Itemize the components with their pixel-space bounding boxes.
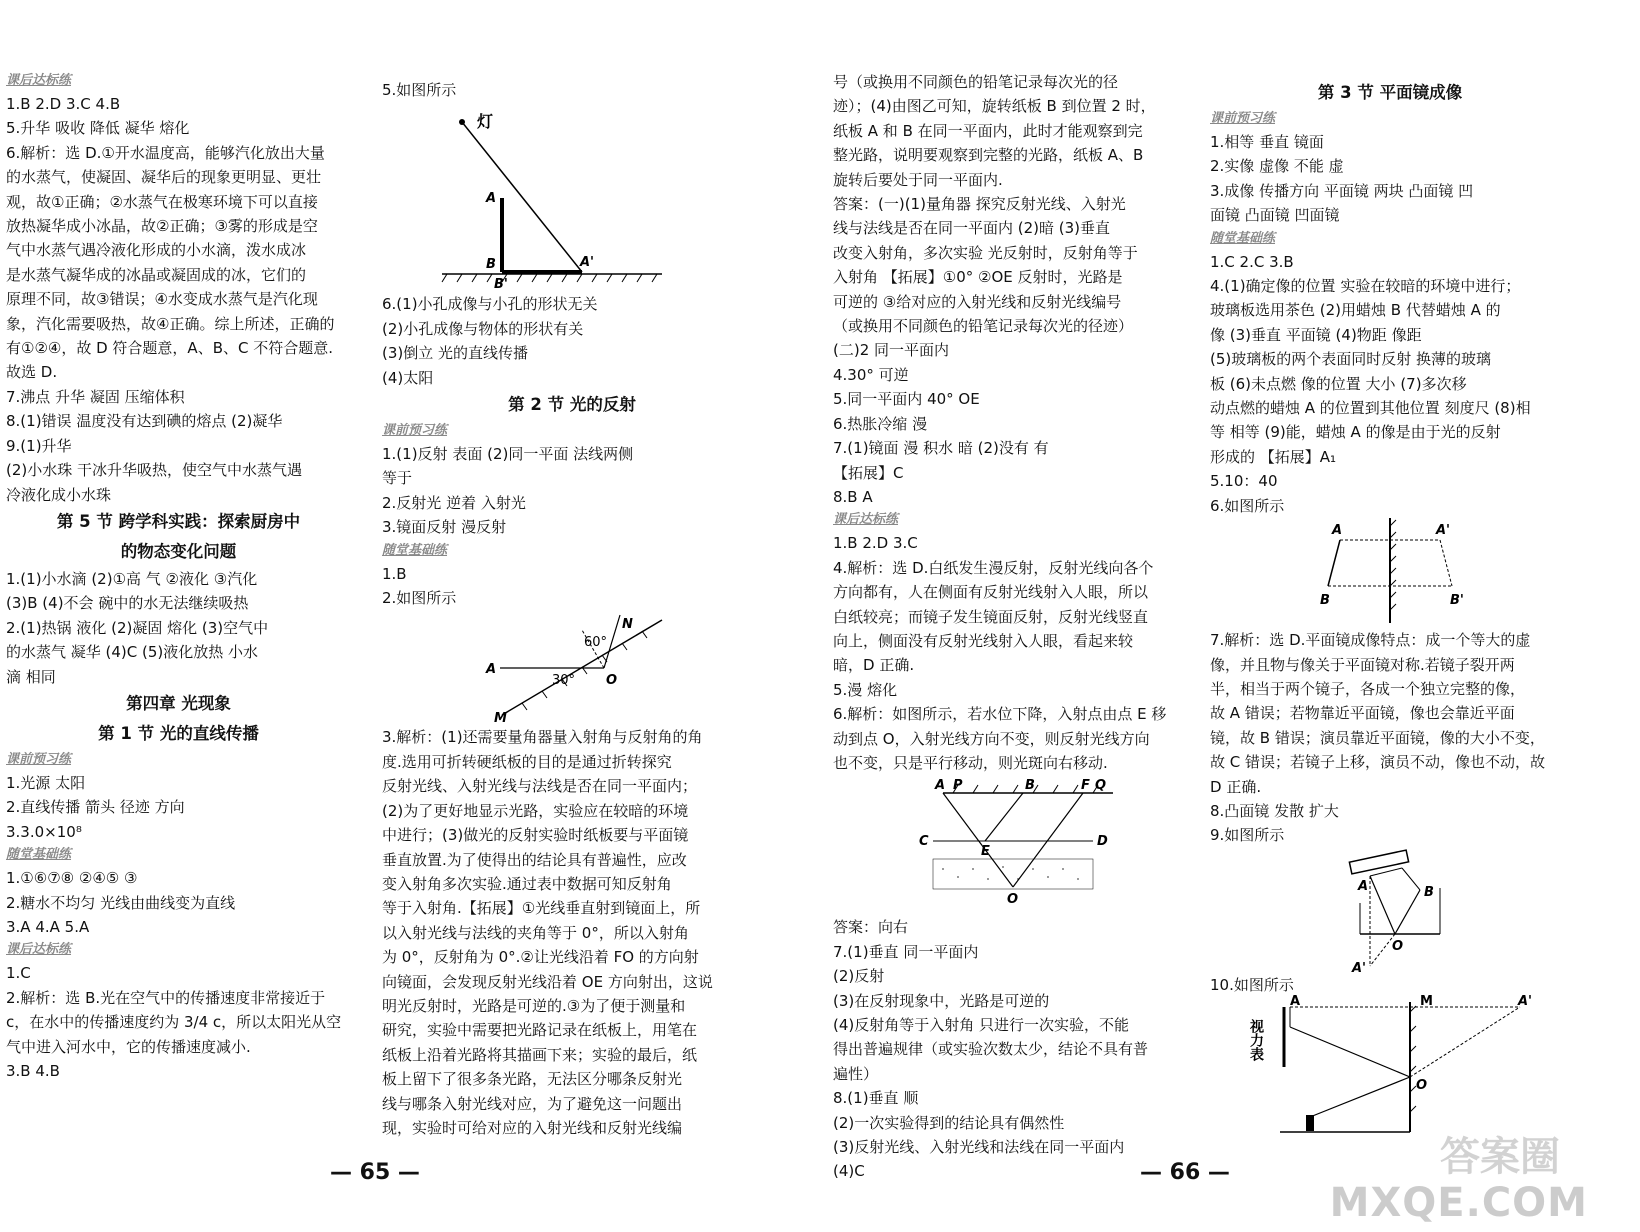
answer-line: 9.(1)升华	[6, 436, 72, 455]
answer-line: 的水蒸气 凝华 (4)C (5)液化放热 小水	[6, 643, 259, 662]
svg-text:A: A	[486, 662, 497, 678]
answer-line: 中进行；(3)做光的反射实验时纸板要与平面镜	[382, 826, 689, 845]
answer-line: (3)在反射现象中，光路是可逆的	[833, 991, 1050, 1010]
answer-line: 2.反射光 逆着 入射光	[382, 493, 526, 512]
answer-line: 2.(1)热锅 液化 (2)凝固 熔化 (3)空气中	[6, 618, 269, 637]
answer-line: 形成的 【拓展】A₁	[1210, 447, 1337, 466]
exercise-label: 随堂基础练	[6, 847, 72, 863]
answer-line: (4)太阳	[382, 368, 434, 387]
answer-line: 6.热胀冷缩 漫	[833, 414, 928, 433]
answer-line: (2)小水珠 干冰升华吸热，使空气中水蒸气遇	[6, 461, 303, 480]
svg-text:30°: 30°	[552, 673, 576, 689]
answer-line: 故选 D.	[6, 363, 58, 382]
answer-line: 8.(1)错误 温度没有达到碘的熔点 (2)凝华	[6, 412, 283, 431]
answer-line: 玻璃板选用茶色 (2)用蜡烛 B 代替蜡烛 A 的	[1210, 301, 1501, 320]
answer-line: 6.解析：选 D.①开水温度高，能够汽化放出大量	[6, 143, 325, 162]
answer-line: 气中水蒸气遇冷液化形成的小水滴，泼水成冰	[6, 241, 307, 260]
answer-line: 线与哪条入射光线对应，为了避免这一问题出	[382, 1094, 683, 1113]
label-lamp: 灯	[477, 112, 494, 132]
answer-line: 入射角 【拓展】①0° ②OE 反射时，光路是	[833, 268, 1123, 287]
answer-line: 以入射光线与法线的夹角等于 0°，所以入射角	[382, 923, 689, 942]
answer-line: (2)反射	[833, 967, 885, 986]
answer-line: (3)B (4)不会 碗中的水无法继续吸热	[6, 594, 249, 613]
answer-line: 1.B 2.D 3.C 4.B	[6, 95, 121, 113]
answer-line: (5)玻璃板的两个表面同时反射 换薄的玻璃	[1210, 350, 1492, 369]
exercise-label: 课后达标练	[6, 942, 72, 958]
answer-line: 等于	[382, 469, 413, 488]
answer-line: 的水蒸气，使凝固、凝华后的现象更明显、更壮	[6, 168, 322, 187]
answer-line: 1.(1)小水滴 (2)①高 气 ②液化 ③汽化	[6, 569, 258, 588]
column-4	[1210, 78, 1570, 1137]
answer-line: 1.B	[382, 564, 407, 583]
svg-text:A': A'	[580, 255, 595, 271]
answer-line: 3.镜面反射 漫反射	[382, 518, 507, 537]
answer-line: 滴 相同	[6, 667, 56, 686]
answer-line: 迹）；(4)由图乙可知，旋转纸板 B 到位置 2 时，	[833, 97, 1156, 116]
answer-line: 方向都有，人在侧面有反射光线射入人眼，所以	[833, 583, 1149, 602]
answer-line: 面镜 凸面镜 凹面镜	[1210, 206, 1340, 225]
exercise-label: 课前预习练	[1210, 111, 1276, 126]
answer-line: 整光路，说明要观察到完整的光路，纸板 A、B	[833, 146, 1144, 165]
answer-line: 答案：向右	[833, 918, 909, 937]
svg-text:B: B	[1320, 593, 1330, 609]
answer-line: 号（或换用不同颜色的铅笔记录每次光的径	[833, 73, 1119, 91]
svg-text:Q: Q	[1095, 778, 1107, 794]
answer-line: 故 A 错误；若物靠近平面镜，像也会靠近平面	[1210, 704, 1515, 723]
answer-line: 3.解析：(1)还需要量角器量入射角与反射角的角	[382, 728, 703, 747]
answer-line: 2.糖水不均匀 光线由曲线变为直线	[6, 893, 236, 912]
svg-text:O: O	[1007, 892, 1019, 908]
svg-text:A: A	[1358, 878, 1369, 894]
answer-line: 4.30° 可逆	[833, 365, 909, 384]
svg-text:B: B	[1424, 884, 1434, 900]
eye-chart-figure	[1248, 994, 1570, 1137]
answer-line: 是水蒸气凝华成的冰晶或凝固成的冰，它们的	[6, 265, 307, 284]
answer-line: 8.B A	[833, 487, 873, 506]
answer-line: (2)小孔成像与物体的形状有关	[382, 319, 584, 338]
answer-line: 6.(1)小孔成像与小孔的形状无关	[382, 295, 598, 314]
svg-text:O: O	[1392, 938, 1404, 954]
exercise-label: 随堂基础练	[1210, 230, 1276, 246]
answer-line: 动点燃的蜡烛 A 的位置到其他位置 刻度尺 (8)相	[1210, 399, 1531, 418]
answer-line: 像，并且物与像关于平面镜对称.若镜子裂开两	[1210, 655, 1515, 674]
answer-line: 7.(1)垂直 同一平面内	[833, 942, 979, 961]
answer-line: 【拓展】C	[833, 463, 904, 482]
section-heading: 第 2 节 光的反射	[508, 395, 636, 415]
answer-line: (4)反射角等于入射角 只进行一次实验，不能	[833, 1016, 1130, 1034]
svg-text:N: N	[622, 617, 633, 633]
svg-text:M: M	[494, 711, 507, 727]
answer-line: 镜，故 B 错误；演员靠近平面镜，像的大小不变，	[1210, 728, 1545, 747]
watermark-logo: 答案圈	[1440, 1134, 1560, 1180]
answer-line: 像 (3)垂直 平面镜 (4)物距 像距	[1210, 325, 1422, 344]
lamp-shadow-figure	[442, 102, 702, 292]
answer-line: 5.如图所示	[382, 81, 457, 99]
answer-line: 等于入射角.【拓展】①光线垂直射到镜面上，所	[382, 899, 701, 918]
answer-line: 1.光源 太阳	[6, 773, 86, 792]
answer-line: 3.3.0×10⁸	[6, 822, 82, 841]
answer-line: 冷液化成小水珠	[6, 485, 112, 504]
answer-line: (3)反射光线、入射光线和法线在同一平面内	[833, 1138, 1125, 1157]
answer-line: 旋转后要处于同一平面内.	[833, 170, 1003, 189]
answer-line: 6.解析：如图所示，若水位下降，入射点由点 E 移	[833, 705, 1167, 724]
answer-line: （或换用不同颜色的铅笔记录每次光的径迹）	[833, 317, 1134, 336]
water-level-figure	[913, 775, 1213, 915]
answer-line: 纸板上沿着光路将其描画下来；实验的最后，纸	[382, 1045, 698, 1064]
answer-line: 可逆的 ③给对应的入射光线和反射光线编号	[833, 292, 1122, 311]
answer-line: 纸板 A 和 B 在同一平面内，此时才能观察到完	[833, 121, 1143, 140]
answer-line: 观，故①正确；②水蒸气在极寒环境下可以直接	[6, 192, 318, 211]
answer-line: 板上留下了很多条光路，无法区分哪条反射光	[382, 1070, 683, 1089]
svg-text:F: F	[1081, 778, 1090, 794]
answer-line: 原理不同，故③错误；④水变成水蒸气是汽化现	[6, 290, 318, 309]
watermark: MXQE.COM	[1329, 1180, 1588, 1226]
answer-line: 5.同一平面内 40° OE	[833, 390, 980, 409]
answer-line: 1.C 2.C 3.B	[1210, 252, 1294, 271]
answer-line: 6.如图所示	[1210, 496, 1285, 515]
answer-line: 5.10：40	[1210, 472, 1278, 491]
svg-text:B: B	[1025, 778, 1035, 794]
answer-line: 2.解析：选 B.光在空气中的传播速度非常接近于	[6, 988, 326, 1007]
answer-line: 气中进入河水中，它的传播速度减小.	[6, 1037, 251, 1056]
svg-text:A: A	[1290, 994, 1301, 1010]
answer-line: 反射光线、入射光线与法线是否在同一平面内；	[382, 777, 698, 796]
svg-text:O: O	[1416, 1078, 1428, 1094]
answer-line: 现，实验时可给对应的入射光线和反射光线编	[382, 1118, 683, 1137]
svg-text:P: P	[953, 778, 963, 794]
answer-line: 为 0°，反射角为 0°.②让光线沿着 FO 的方向射	[382, 948, 699, 967]
column-2	[382, 78, 762, 1140]
answer-line: (二)2 同一平面内	[833, 341, 950, 360]
answer-line: 答案：(一)(1)量角器 探究反射光线、入射光	[833, 195, 1126, 214]
answer-line: 动到点 O，入射光线方向不变，则反射光线方向	[833, 729, 1150, 748]
answer-line: 4.解析：选 D.白纸发生漫反射，反射光线向各个	[833, 558, 1154, 577]
answer-line: 向上，侧面没有反射光线射入人眼，看起来较	[833, 631, 1134, 650]
answer-line: 研究，实验中需要把光路记录在纸板上，用笔在	[382, 1021, 698, 1040]
answer-line: 故 C 错误；若镜子上移，演员不动，像也不动，故	[1210, 753, 1546, 772]
answer-line: 5.漫 熔化	[833, 680, 898, 699]
exercise-label: 课后达标练	[833, 512, 899, 528]
answer-line: 放热凝华成小冰晶，故②正确；③雾的形成是空	[6, 217, 318, 236]
svg-text:B: B	[486, 257, 496, 273]
exercise-label: 课前预习练	[6, 751, 72, 767]
column-1	[6, 70, 351, 1083]
answer-line: 遍性）	[833, 1064, 879, 1083]
answer-line: 等 相等 (9)能，蜡烛 A 的像是由于光的反射	[1210, 423, 1501, 442]
answer-line: 向镜面，会发现反射光线沿着 OE 方向射出，这说	[382, 972, 713, 991]
answer-line: 7.(1)镜面 漫 积水 暗 (2)没有 有	[833, 439, 1049, 458]
plane-mirror-figure	[1310, 518, 1610, 628]
answer-line: 8.(1)垂直 顺	[833, 1089, 919, 1108]
svg-text:A: A	[486, 191, 497, 207]
section-heading: 第 5 节 跨学科实践：探索厨房中	[56, 511, 301, 531]
answer-line: 有①②④，故 D 符合题意，A、B、C 不符合题意.	[6, 339, 333, 358]
svg-text:B': B'	[1450, 593, 1464, 609]
svg-text:A: A	[1332, 523, 1343, 539]
answer-line: 3.成像 传播方向 平面镜 两块 凸面镜 凹	[1210, 181, 1474, 200]
answer-line: 度.选用可折转硬纸板的目的是通过折转探究	[382, 752, 672, 771]
svg-text:A': A'	[1436, 523, 1451, 539]
svg-text:B': B'	[494, 277, 508, 293]
answer-line: 明光反射时，光路是可逆的.③为了便于测量和	[382, 996, 686, 1015]
answer-line: 1.相等 垂直 镜面	[1210, 133, 1324, 151]
answer-line: 9.如图所示	[1210, 826, 1285, 845]
reflection-angle-figure	[472, 610, 772, 725]
mirror-reflection-figure	[1340, 848, 1640, 976]
answer-line: 2.实像 虚像 不能 虚	[1210, 157, 1344, 176]
answer-line: 象，汽化需要吸热，故④正确。综上所述，正确的	[6, 314, 335, 333]
page-number-right: — 66 —	[1140, 1160, 1230, 1185]
answer-line: 垂直放置.为了使得出的结论具有普遍性，应改	[382, 850, 687, 869]
answer-line: 4.(1)确定像的位置 实验在较暗的环境中进行；	[1210, 277, 1521, 296]
answer-line: 8.凸面镜 发散 扩大	[1210, 801, 1339, 820]
answer-line: (2)一次实验得到的结论具有偶然性	[833, 1113, 1065, 1132]
answer-line: 变入射角多次实验.通过表中数据可知反射角	[382, 874, 672, 893]
answer-line: 1.(1)反射 表面 (2)同一平面 法线两侧	[382, 445, 634, 464]
answer-line: 线与法线是否在同一平面内 (2)暗 (3)垂直	[833, 219, 1111, 238]
page-number-left: — 65 —	[330, 1160, 420, 1185]
answer-line: (4)C	[833, 1162, 865, 1181]
answer-line: (3)倒立 光的直线传播	[382, 344, 529, 363]
answer-line: c，在水中的传播速度约为 3/4 c，所以太阳光从空	[6, 1013, 342, 1032]
answer-line: 2.直线传播 箭头 径迹 方向	[6, 798, 185, 817]
svg-text:A': A'	[1352, 960, 1367, 976]
answer-line: 3.A 4.A 5.A	[6, 917, 90, 936]
svg-text:M: M	[1420, 994, 1433, 1010]
answer-line: D 正确.	[1210, 777, 1262, 796]
svg-text:E: E	[981, 844, 990, 860]
svg-text:60°: 60°	[584, 635, 608, 651]
column-3	[833, 70, 1185, 1184]
answer-line: 得出普遍规律（或实验次数太少，结论不具有普	[833, 1040, 1149, 1059]
answer-line: 10.如图所示	[1210, 975, 1294, 994]
answer-line: (2)为了更好地显示光路，实验应在较暗的环境	[382, 801, 689, 820]
exercise-label: 课前预习练	[382, 423, 448, 439]
answer-line: 也不变，只是平行移动，则光斑向右移动.	[833, 753, 1108, 772]
answer-line: 板 (6)未点燃 像的位置 大小 (7)多次移	[1210, 374, 1467, 393]
answer-line: 改变入射角，多次实验 光反射时，反射角等于	[833, 243, 1138, 262]
answer-line: 1.①⑥⑦⑧ ②④⑤ ③	[6, 869, 138, 888]
answer-line: 5.升华 吸收 降低 凝华 熔化	[6, 119, 190, 138]
svg-text:D: D	[1097, 834, 1108, 850]
answer-line: 1.B 2.D 3.C	[833, 534, 918, 553]
svg-text:O: O	[606, 673, 618, 689]
answer-line: 1.C	[6, 964, 31, 983]
answer-line: 3.B 4.B	[6, 1062, 60, 1080]
answer-line: 7.解析：选 D.平面镜成像特点：成一个等大的虚	[1210, 631, 1531, 650]
answer-line: 白纸较亮；而镜子发生镜面反射，反射光线竖直	[833, 607, 1149, 626]
answer-line: 7.沸点 升华 凝固 压缩体积	[6, 387, 185, 406]
answer-line: 暗，D 正确.	[833, 656, 915, 675]
svg-text:A: A	[935, 778, 946, 794]
exercise-label: 随堂基础练	[382, 542, 448, 558]
svg-text:A': A'	[1518, 994, 1533, 1010]
section-heading: 的物态变化问题	[120, 541, 237, 561]
answer-line: 2.如图所示	[382, 589, 457, 608]
svg-text:视力表: 视力表	[1248, 1019, 1264, 1062]
exercise-label: 课后达标练	[6, 73, 72, 88]
section-heading: 第 1 节 光的直线传播	[98, 723, 259, 743]
section-heading: 第 3 节 平面镜成像	[1317, 83, 1463, 102]
section-heading: 第四章 光现象	[126, 693, 231, 713]
svg-text:C: C	[919, 834, 929, 850]
answer-line: 半，相当于两个镜子，各成一个独立完整的像，	[1210, 679, 1526, 698]
